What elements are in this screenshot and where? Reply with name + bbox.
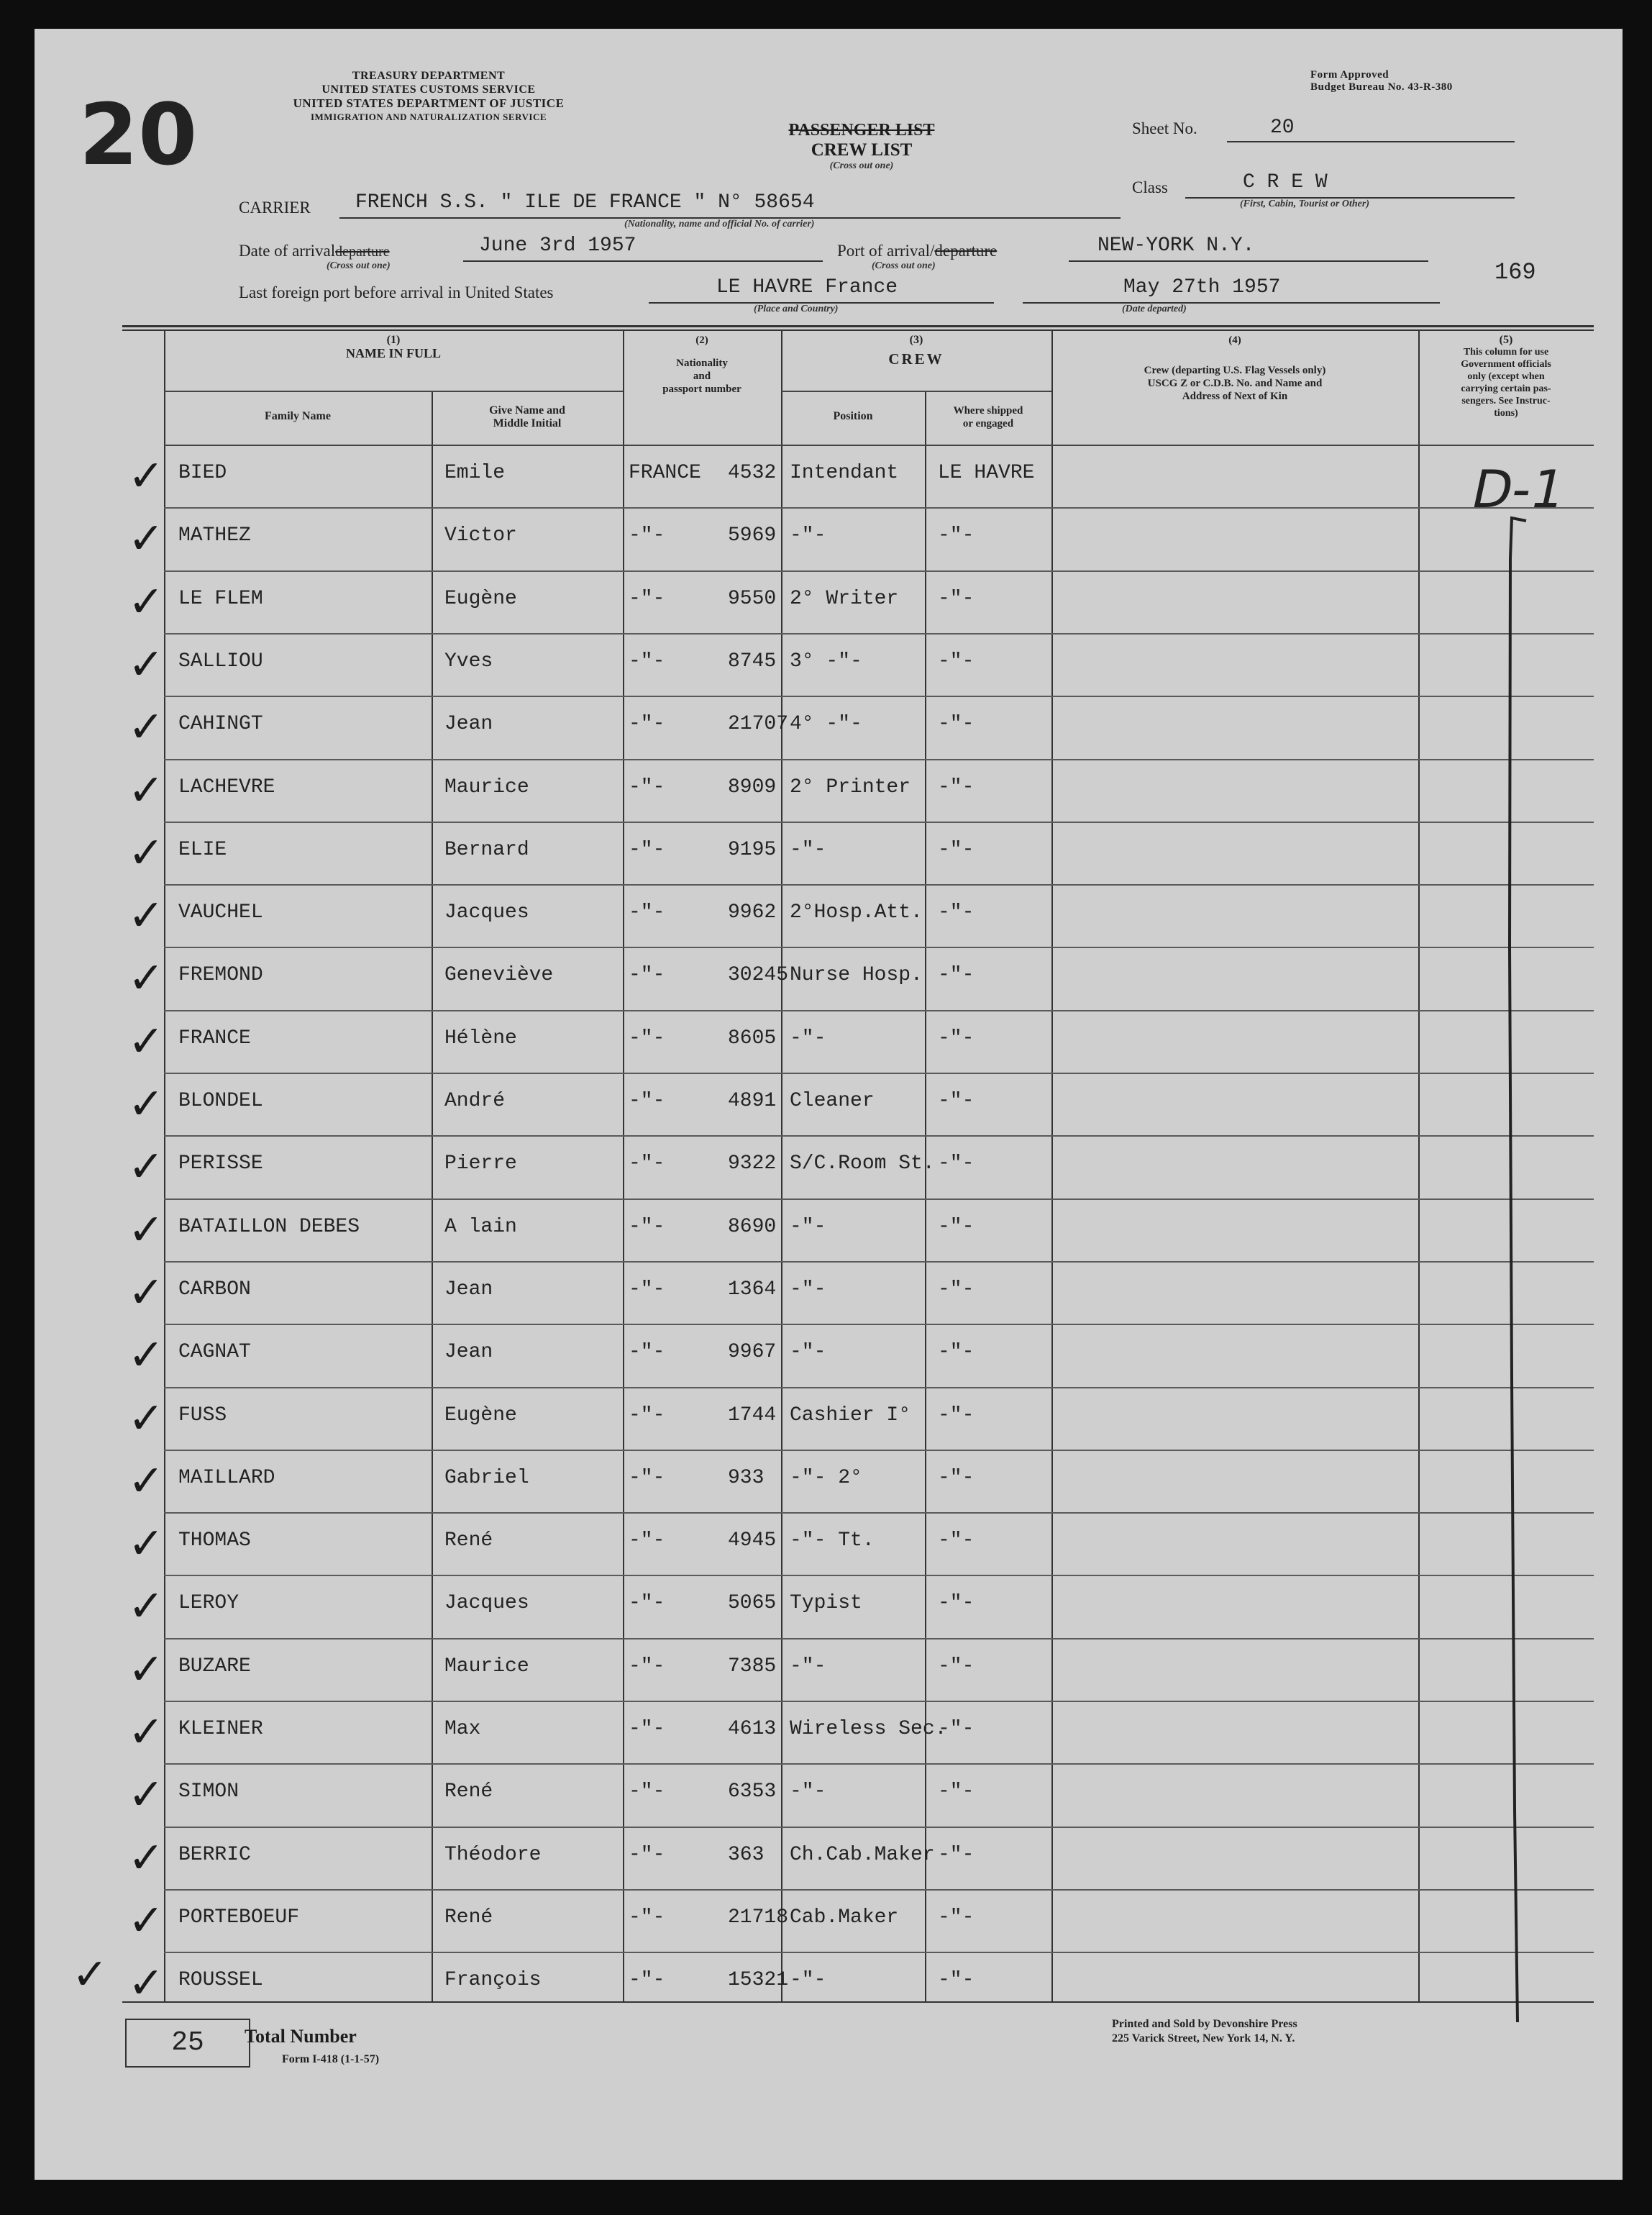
col5-line: carrying certain pas-	[1461, 383, 1551, 394]
cell-passport: 4613	[728, 1718, 777, 1740]
cell-shipped: -"-	[938, 1152, 975, 1175]
cell-family: LE FLEM	[178, 588, 263, 610]
date-label	[239, 242, 390, 260]
printer-line: Printed and Sold by Devonshire Press	[1112, 2018, 1297, 2030]
check-mark-icon: ✓	[128, 1707, 165, 1757]
cell-family: CARBON	[178, 1278, 251, 1301]
cell-given: Yves	[444, 650, 493, 673]
cell-nat: -"-	[629, 1090, 665, 1112]
carrier-field	[339, 191, 1121, 219]
cell-family: MATHEZ	[178, 524, 251, 547]
check-mark-icon: ✓	[128, 1142, 165, 1192]
row-divider	[164, 947, 1594, 948]
family-name-header: Family Name	[265, 410, 331, 422]
port-value: NEW-YORK N.Y.	[1097, 235, 1255, 257]
cell-given: René	[444, 1906, 493, 1929]
row-divider	[164, 1889, 1594, 1891]
cell-position: 4° -"-	[790, 713, 862, 735]
cell-nat: -"-	[629, 776, 665, 799]
cell-family: BATAILLON DEBES	[178, 1216, 360, 1238]
title: CREW LIST	[811, 140, 913, 160]
cell-nat: -"-	[629, 1341, 665, 1363]
cell-shipped: -"-	[938, 1655, 975, 1678]
col2-line: Nationality	[676, 358, 728, 369]
class-value: C R E W	[1243, 171, 1328, 194]
cell-family: BLONDEL	[178, 1090, 263, 1112]
total-box	[125, 2019, 250, 2068]
cell-passport: 9962	[728, 901, 777, 924]
cell-position: Intendant	[790, 462, 899, 484]
cell-passport: 8909	[728, 776, 777, 799]
given-name-header	[432, 404, 623, 430]
sheet-field	[1227, 117, 1515, 142]
check-mark-icon: ✓	[128, 765, 165, 816]
cell-given: Théodore	[444, 1844, 542, 1866]
col-line	[1418, 329, 1420, 2003]
carrier-note: (Nationality, name and official No. of carrier)	[624, 219, 815, 229]
sheet-value: 20	[1270, 117, 1295, 139]
cell-shipped: -"-	[938, 1216, 975, 1238]
cell-shipped: -"-	[938, 650, 975, 673]
cell-shipped: -"-	[938, 964, 975, 986]
row-divider	[164, 1324, 1594, 1325]
row-divider	[164, 570, 1594, 572]
departed-note: (Date departed)	[1122, 304, 1187, 314]
row-divider	[164, 759, 1594, 760]
cell-position: -"-	[790, 1278, 826, 1301]
carrier-label: CARRIER	[239, 199, 311, 217]
col-line	[623, 329, 624, 2003]
title-struck: PASSENGER LIST	[788, 121, 935, 140]
crew-list-form	[35, 29, 1623, 2180]
cell-shipped: -"-	[938, 901, 975, 924]
form-approved-line: Budget Bureau No. 43-R-380	[1310, 81, 1453, 93]
cell-given: Jean	[444, 1278, 493, 1301]
cell-position: S/C.Room St.	[790, 1152, 935, 1175]
cell-passport: 1364	[728, 1278, 777, 1301]
row-divider	[164, 1827, 1594, 1828]
official-pencil-line	[1502, 515, 1545, 2033]
row-divider	[164, 822, 1594, 823]
check-mark-icon: ✓	[128, 1079, 165, 1129]
cell-shipped: LE HAVRE	[938, 462, 1035, 484]
check-mark-icon: ✓	[72, 1950, 109, 2000]
cell-family: VAUCHEL	[178, 901, 263, 924]
dept-line: UNITED STATES CUSTOMS SERVICE	[321, 83, 536, 96]
cell-nat: -"-	[629, 713, 665, 735]
col-line	[1051, 329, 1053, 2003]
title-note: (Cross out one)	[829, 160, 894, 171]
cell-given: Jean	[444, 1341, 493, 1363]
cell-given: Maurice	[444, 1655, 529, 1678]
shipped-line: Where shipped	[953, 405, 1023, 417]
cell-family: BUZARE	[178, 1655, 251, 1678]
annotation-mark: D-1	[1466, 459, 1571, 519]
row-divider	[164, 1575, 1594, 1576]
cell-nat: -"-	[629, 1152, 665, 1175]
department-block	[234, 69, 623, 124]
cell-family: BERRIC	[178, 1844, 251, 1866]
cell-shipped: -"-	[938, 776, 975, 799]
table-top-border	[122, 325, 1594, 327]
cell-passport: 1744	[728, 1404, 777, 1427]
col5-line: This column for use	[1463, 347, 1549, 358]
col5-line: only (except when	[1467, 371, 1545, 382]
row-divider	[164, 1450, 1594, 1451]
date-field	[463, 235, 823, 262]
cell-nat: -"-	[629, 1027, 665, 1050]
cell-family: CAHINGT	[178, 713, 263, 735]
row-divider	[164, 1387, 1594, 1388]
cell-shipped: -"-	[938, 588, 975, 610]
row-divider	[164, 696, 1594, 697]
row-divider	[164, 1701, 1594, 1702]
cell-nat: -"-	[629, 901, 665, 924]
cell-position: 3° -"-	[790, 650, 862, 673]
title-block	[739, 121, 984, 172]
cell-passport: 9967	[728, 1341, 777, 1363]
total-label: Total Number	[245, 2026, 357, 2047]
crew-subhead-line	[781, 391, 1051, 392]
row-divider	[164, 1073, 1594, 1074]
cell-passport: 30245	[728, 964, 789, 986]
check-mark-icon: ✓	[128, 1393, 165, 1444]
cell-passport: 933	[728, 1467, 765, 1489]
cell-passport: 9322	[728, 1152, 777, 1175]
cell-nat: -"-	[629, 524, 665, 547]
check-mark-icon: ✓	[128, 1770, 165, 1820]
col-line	[781, 329, 782, 2003]
check-mark-icon: ✓	[128, 1268, 165, 1318]
check-mark-icon: ✓	[128, 1581, 165, 1632]
cell-given: Jacques	[444, 1592, 529, 1614]
cell-passport: 8690	[728, 1216, 777, 1238]
cell-shipped: -"-	[938, 1780, 975, 1803]
shipped-header	[925, 404, 1051, 430]
cell-shipped: -"-	[938, 1090, 975, 1112]
check-mark-icon: ✓	[128, 1456, 165, 1506]
date-label-text: Date of arrival	[239, 242, 336, 260]
given-name-line: Give Name and	[489, 404, 565, 417]
cell-position: Wireless Sec.	[790, 1718, 947, 1740]
cell-shipped: -"-	[938, 839, 975, 861]
position-header: Position	[833, 410, 873, 422]
cell-family: THOMAS	[178, 1529, 251, 1552]
row-divider	[164, 1952, 1594, 1953]
cell-position: Cashier I°	[790, 1404, 911, 1427]
col1-number: (1)	[386, 334, 401, 346]
class-field	[1185, 171, 1515, 199]
row-divider	[164, 507, 1594, 509]
check-mark-icon: ✓	[128, 1833, 165, 1883]
col5-header	[1418, 334, 1594, 419]
col5-line: Government officials	[1461, 359, 1551, 370]
cell-given: Maurice	[444, 776, 529, 799]
cell-position: 2° Writer	[790, 588, 899, 610]
cell-passport: 21707	[728, 713, 789, 735]
row-divider	[164, 1261, 1594, 1263]
cell-nat: -"-	[629, 1655, 665, 1678]
check-mark-icon: ✓	[128, 577, 165, 627]
cell-passport: 7385	[728, 1655, 777, 1678]
cell-nat: -"-	[629, 1467, 665, 1489]
check-mark-icon: ✓	[128, 1958, 165, 2009]
cell-shipped: -"-	[938, 1404, 975, 1427]
cell-given: Gabriel	[444, 1467, 529, 1489]
cell-nat: -"-	[629, 1592, 665, 1614]
col1-header	[164, 334, 623, 360]
col1-title: NAME IN FULL	[345, 346, 441, 360]
date-struck: departure	[335, 244, 390, 260]
col2-line: and	[693, 370, 711, 382]
cell-position: Typist	[790, 1592, 862, 1614]
cell-family: PORTEBOEUF	[178, 1906, 300, 1929]
col4-line: Crew (departing U.S. Flag Vessels only)	[1144, 365, 1326, 376]
cell-shipped: -"-	[938, 1969, 975, 1991]
col5-line: sengers. See Instruc-	[1461, 396, 1551, 406]
col-line	[164, 329, 165, 2003]
cell-given: Geneviève	[444, 964, 554, 986]
cell-family: LEROY	[178, 1592, 239, 1614]
cell-shipped: -"-	[938, 1278, 975, 1301]
col3-title: CREW	[888, 350, 944, 368]
cell-shipped: -"-	[938, 1529, 975, 1552]
cell-passport: 6353	[728, 1780, 777, 1803]
cell-passport: 5065	[728, 1592, 777, 1614]
cell-family: MAILLARD	[178, 1467, 275, 1489]
cell-position: Cab.Maker	[790, 1906, 899, 1929]
check-mark-icon: ✓	[128, 451, 165, 501]
cell-given: Pierre	[444, 1152, 517, 1175]
cell-family: FRANCE	[178, 1027, 251, 1050]
shipped-line: or engaged	[962, 418, 1014, 429]
last-port-label: Last foreign port before arrival in United States	[239, 283, 554, 301]
given-name-line: Middle Initial	[493, 417, 562, 429]
cell-given: Eugène	[444, 1404, 517, 1427]
cell-given: Max	[444, 1718, 481, 1740]
col5-number: (5)	[1499, 334, 1513, 346]
cell-passport: 5969	[728, 524, 777, 547]
cell-family: KLEINER	[178, 1718, 263, 1740]
table-top-border-2	[122, 329, 1594, 331]
departed-value: May 27th 1957	[1123, 276, 1281, 299]
cell-nat: -"-	[629, 1844, 665, 1866]
row-divider	[164, 633, 1594, 635]
cell-given: François	[444, 1969, 542, 1991]
port-label: Port of arrival/departure	[837, 242, 998, 260]
col4-header	[1051, 334, 1418, 403]
cell-passport: 21718	[728, 1906, 789, 1929]
row-divider	[164, 1763, 1594, 1765]
cell-given: Hélène	[444, 1027, 517, 1050]
cell-given: Jean	[444, 713, 493, 735]
cell-nat: -"-	[629, 1969, 665, 1991]
cell-passport: 4891	[728, 1090, 777, 1112]
port-field	[1069, 235, 1428, 262]
total-value: 25	[171, 2027, 204, 2058]
check-mark-icon: ✓	[128, 953, 165, 1004]
cell-passport: 4945	[728, 1529, 777, 1552]
cell-nat: -"-	[629, 650, 665, 673]
date-note: (Cross out one)	[327, 260, 391, 271]
cell-given: Bernard	[444, 839, 529, 861]
form-approved	[1310, 69, 1453, 94]
cell-given: André	[444, 1090, 506, 1112]
cell-nat: -"-	[629, 839, 665, 861]
port-note: (Cross out one)	[872, 260, 936, 271]
cell-passport: 8745	[728, 650, 777, 673]
check-mark-icon: ✓	[128, 1645, 165, 1695]
row-divider	[164, 1135, 1594, 1137]
page-number: 169	[1494, 259, 1536, 286]
cell-family: FREMOND	[178, 964, 263, 986]
cell-shipped: -"-	[938, 1467, 975, 1489]
port-label-text: Port of arrival	[837, 242, 931, 260]
cell-family: FUSS	[178, 1404, 227, 1427]
class-label: Class	[1132, 178, 1168, 196]
cell-position: -"- Tt.	[790, 1529, 875, 1552]
cell-position: Ch.Cab.Maker	[790, 1844, 935, 1866]
cell-family: ELIE	[178, 839, 227, 861]
cell-family: SALLIOU	[178, 650, 263, 673]
col4-line: Address of Next of Kin	[1182, 391, 1288, 402]
cell-nat: -"-	[629, 1216, 665, 1238]
table-bottom-border	[122, 2001, 1594, 2003]
cell-nat: -"-	[629, 1278, 665, 1301]
cell-shipped: -"-	[938, 1844, 975, 1866]
cell-position: Nurse Hosp.	[790, 964, 923, 986]
last-port-value: LE HAVRE France	[716, 276, 898, 299]
cell-given: Jacques	[444, 901, 529, 924]
check-mark-icon: ✓	[128, 640, 165, 690]
cell-family: PERISSE	[178, 1152, 263, 1175]
cell-position: 2°Hosp.Att.	[790, 901, 923, 924]
cell-position: -"- 2°	[790, 1467, 862, 1489]
cell-position: -"-	[790, 839, 826, 861]
name-subhead-line	[164, 391, 623, 392]
cell-passport: 9195	[728, 839, 777, 861]
header-bottom-line	[164, 445, 1594, 446]
check-mark-icon: ✓	[128, 1330, 165, 1381]
form-approved-line: Form Approved	[1310, 69, 1389, 81]
dept-line: UNITED STATES DEPARTMENT OF JUSTICE	[293, 96, 565, 110]
cell-nat: -"-	[629, 1906, 665, 1929]
cell-family: CAGNAT	[178, 1341, 251, 1363]
cell-shipped: -"-	[938, 524, 975, 547]
printer-line: 225 Varick Street, New York 14, N. Y.	[1112, 2032, 1295, 2045]
check-mark-icon: ✓	[128, 1205, 165, 1255]
row-divider	[164, 1010, 1594, 1011]
cell-passport: 9550	[728, 588, 777, 610]
last-port-field	[649, 276, 994, 304]
cell-position: -"-	[790, 1780, 826, 1803]
cell-given: René	[444, 1780, 493, 1803]
cell-given: Victor	[444, 524, 517, 547]
row-divider	[164, 1638, 1594, 1639]
cell-given: Emile	[444, 462, 506, 484]
dept-line: IMMIGRATION AND NATURALIZATION SERVICE	[310, 112, 547, 122]
col2-line: passport number	[662, 383, 741, 395]
cell-nat: -"-	[629, 964, 665, 986]
cell-passport: 363	[728, 1844, 765, 1866]
check-mark-icon: ✓	[128, 891, 165, 941]
cell-given: A lain	[444, 1216, 517, 1238]
check-mark-icon: ✓	[128, 1016, 165, 1067]
cell-position: -"-	[790, 1655, 826, 1678]
cell-shipped: -"-	[938, 1341, 975, 1363]
cell-family: ROUSSEL	[178, 1969, 263, 1991]
printer-credit	[1112, 2017, 1297, 2046]
cell-nat: FRANCE	[629, 462, 701, 484]
col4-line: USCG Z or C.D.B. No. and Name and	[1147, 378, 1323, 389]
cell-passport: 15321	[728, 1969, 789, 1991]
form-number: Form I-418 (1-1-57)	[282, 2053, 380, 2065]
cell-given: Eugène	[444, 588, 517, 610]
cell-position: -"-	[790, 1969, 826, 1991]
cell-shipped: -"-	[938, 1592, 975, 1614]
cell-position: -"-	[790, 1027, 826, 1050]
row-divider	[164, 884, 1594, 886]
col2-number: (2)	[695, 335, 708, 346]
cell-nat: -"-	[629, 1780, 665, 1803]
cell-passport: 4532	[728, 462, 777, 484]
departed-field	[1023, 276, 1440, 304]
row-divider	[164, 1512, 1594, 1514]
cell-nat: -"-	[629, 1529, 665, 1552]
port-struck: departure	[934, 242, 998, 260]
cell-position: -"-	[790, 1216, 826, 1238]
sheet-mark: 20	[79, 85, 198, 184]
cell-shipped: -"-	[938, 1718, 975, 1740]
cell-shipped: -"-	[938, 1027, 975, 1050]
class-note: (First, Cabin, Tourist or Other)	[1240, 199, 1369, 209]
cell-family: SIMON	[178, 1780, 239, 1803]
cell-shipped: -"-	[938, 1906, 975, 1929]
col2-header	[623, 334, 781, 396]
col5-line: tions)	[1494, 408, 1518, 419]
sheet-label: Sheet No.	[1132, 119, 1197, 137]
cell-nat: -"-	[629, 588, 665, 610]
check-mark-icon: ✓	[128, 1519, 165, 1569]
col3-header	[781, 334, 1051, 368]
last-port-note: (Place and Country)	[754, 304, 839, 314]
cell-nat: -"-	[629, 1404, 665, 1427]
cell-family: BIED	[178, 462, 227, 484]
cell-position: -"-	[790, 1341, 826, 1363]
check-mark-icon: ✓	[128, 514, 165, 564]
cell-passport: 8605	[728, 1027, 777, 1050]
cell-position: Cleaner	[790, 1090, 875, 1112]
cell-nat: -"-	[629, 1718, 665, 1740]
col3-number: (3)	[909, 334, 923, 346]
check-mark-icon: ✓	[128, 702, 165, 752]
cell-position: -"-	[790, 524, 826, 547]
check-mark-icon: ✓	[128, 1896, 165, 1946]
cell-family: LACHEVRE	[178, 776, 275, 799]
cell-position: 2° Printer	[790, 776, 911, 799]
cell-given: René	[444, 1529, 493, 1552]
row-divider	[164, 1199, 1594, 1200]
check-mark-icon: ✓	[128, 828, 165, 878]
date-value: June 3rd 1957	[479, 235, 636, 257]
col4-number: (4)	[1228, 335, 1241, 346]
carrier-value: FRENCH S.S. " ILE DE FRANCE " N° 58654	[355, 191, 815, 214]
dept-line: TREASURY DEPARTMENT	[352, 70, 506, 82]
cell-shipped: -"-	[938, 713, 975, 735]
